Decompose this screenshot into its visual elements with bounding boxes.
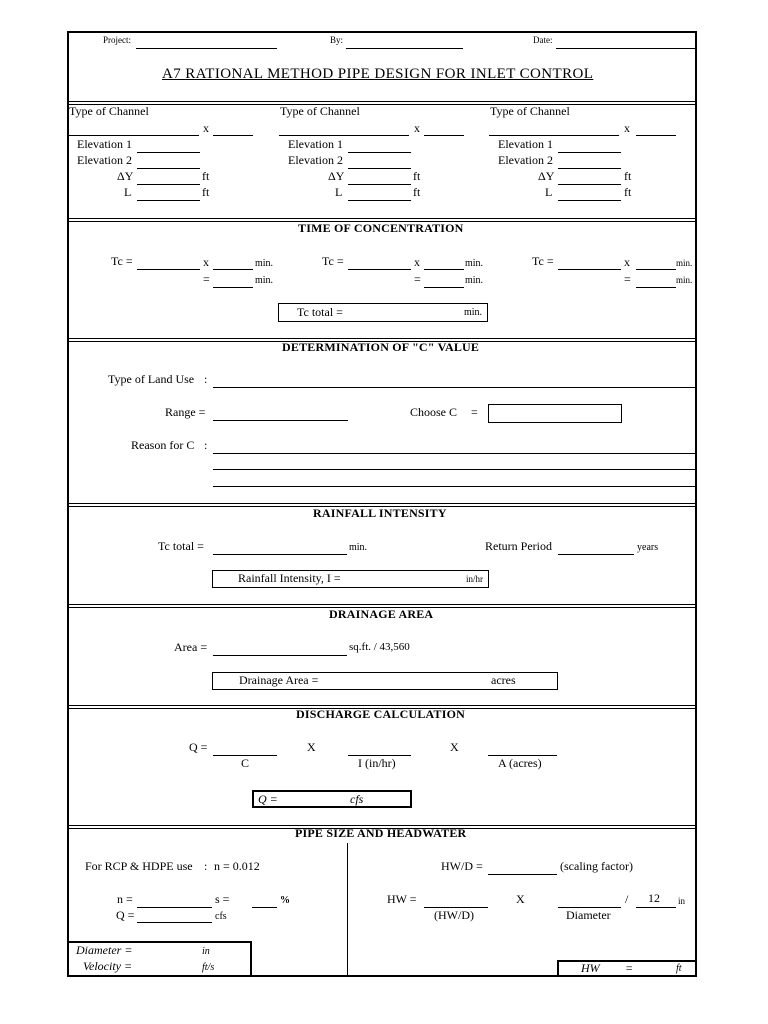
tc-factor-field[interactable]: [213, 269, 253, 270]
tc-field[interactable]: [558, 269, 621, 270]
type-of-channel-field[interactable]: [69, 135, 199, 136]
by-field[interactable]: [346, 48, 463, 49]
range-label: Range =: [165, 405, 206, 419]
tc-result-field[interactable]: [424, 287, 464, 288]
project-label: Project:: [103, 35, 131, 45]
section-title-toc: TIME OF CONCENTRATION: [298, 221, 464, 235]
tc-total-label: Tc total =: [158, 539, 204, 553]
diameter-velocity-box[interactable]: Diameter = in Velocity = ft/s: [67, 941, 252, 977]
tc-factor-field[interactable]: [424, 269, 464, 270]
n-field[interactable]: [137, 907, 212, 908]
delta-y-field[interactable]: [348, 184, 411, 185]
rainfall-intensity-box[interactable]: Rainfall Intensity, I = in/hr: [212, 570, 489, 588]
hwd-field[interactable]: [488, 874, 557, 875]
tc-field[interactable]: [137, 269, 200, 270]
tc-result-field[interactable]: [636, 287, 676, 288]
elevation1-field[interactable]: [558, 152, 621, 153]
section-title-discharge: DISCHARGE CALCULATION: [296, 707, 466, 721]
drainage-area-box[interactable]: Drainage Area = acres: [212, 672, 558, 690]
choose-c-label: Choose C: [410, 405, 458, 419]
tc-factor-field[interactable]: [636, 269, 676, 270]
elevation1-field[interactable]: [348, 152, 411, 153]
area-label: Area =: [174, 640, 208, 654]
tc-result-field[interactable]: [213, 287, 253, 288]
type-of-channel-field[interactable]: [279, 135, 409, 136]
return-period-field[interactable]: [558, 554, 634, 555]
length-field[interactable]: [137, 200, 200, 201]
rainfall-tc-field[interactable]: [213, 554, 347, 555]
section-title-pipe: PIPE SIZE AND HEADWATER: [295, 826, 467, 840]
form-title: A7 RATIONAL METHOD PIPE DESIGN FOR INLET CONTROL: [162, 66, 594, 82]
land-use-field[interactable]: [213, 387, 697, 388]
delta-y-field[interactable]: [137, 184, 200, 185]
hw-result-box[interactable]: HW = ft: [557, 960, 697, 977]
elevation2-field[interactable]: [558, 168, 621, 169]
rcp-label: For RCP & HDPE use: [85, 859, 193, 873]
twelve-field: [636, 907, 676, 908]
tc-total-box[interactable]: Tc total = min.: [278, 303, 488, 322]
section-title-rainfall: RAINFALL INTENSITY: [313, 506, 447, 520]
land-use-label: Type of Land Use: [108, 372, 195, 386]
section-title-drainage: DRAINAGE AREA: [329, 607, 434, 621]
range-field[interactable]: [213, 420, 348, 421]
reason-field-3[interactable]: [213, 486, 697, 487]
divider: [67, 101, 697, 105]
length-field[interactable]: [348, 200, 411, 201]
n-value: n = 0.012: [214, 859, 260, 873]
date-field[interactable]: [556, 48, 697, 49]
channel-x-field[interactable]: [424, 135, 464, 136]
pipe-divider: [347, 843, 348, 976]
channel-x-field[interactable]: [636, 135, 676, 136]
length-field[interactable]: [558, 200, 621, 201]
elevation1-field[interactable]: [137, 152, 200, 153]
tc-field[interactable]: [348, 269, 411, 270]
return-period-label: Return Period: [485, 539, 552, 553]
q-label: Q =: [189, 740, 208, 754]
reason-field-2[interactable]: [213, 469, 697, 470]
project-field[interactable]: [136, 48, 277, 49]
elevation2-field[interactable]: [348, 168, 411, 169]
elevation2-field[interactable]: [137, 168, 200, 169]
area-field[interactable]: [213, 655, 347, 656]
pipe-q-field[interactable]: [137, 922, 212, 923]
q-result-box[interactable]: Q = cfs: [252, 790, 412, 808]
date-label: Date:: [533, 35, 553, 45]
s-field[interactable]: [252, 907, 277, 908]
section-title-c-value: DETERMINATION OF "C" VALUE: [282, 340, 480, 354]
choose-c-box[interactable]: [488, 404, 622, 423]
type-of-channel-field[interactable]: [489, 135, 619, 136]
by-label: By:: [330, 35, 344, 45]
reason-label: Reason for C: [131, 438, 195, 452]
delta-y-field[interactable]: [558, 184, 621, 185]
channel-x-field[interactable]: [213, 135, 253, 136]
reason-field-1[interactable]: [213, 453, 697, 454]
